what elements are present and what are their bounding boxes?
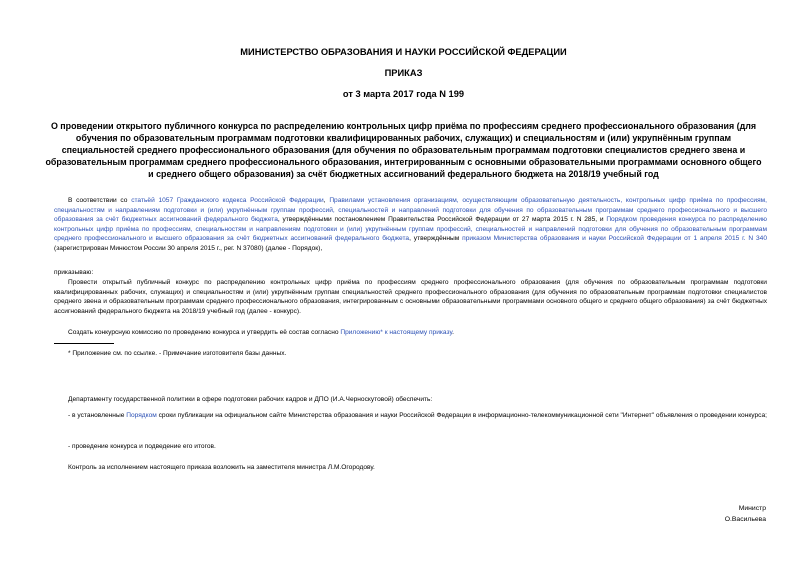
signature-position: Министр [738, 505, 766, 512]
order-title: О проведении открытого публичного конкурса по распределению контрольных цифр приёма по профессиям среднего профессионального образования (для обучения по образовательным программам подготовки квалифицированных рабочих, служащих) и специальностям и (или) укрупнённым группам специальностей среднего профессионального образования (для обучения по образовательным программам подготовки специалистов среднего звена и образовательным программам среднего профессионального образования, интегрированным с основными образовательными программами основного общего и среднего общего образования) за счёт бюджетных ассигнований федерального бюджета на 2018/19 учебный год [45, 121, 762, 179]
procedure-link[interactable]: Порядком проведения конкурса по распределению контрольных цифр приёма по профессиям, специальностям и направлениям подготовки и (или) укрупнённым группам профессий, специальностей и направлений подготовки для обучения по образовательным программам среднего профессионального и высшего образования за счёт бюджетных ассигнований федерального бюджета [54, 216, 767, 242]
signature-name: О.Васильева [724, 516, 766, 523]
footnote-divider [54, 343, 114, 344]
preamble-paragraph [54, 196, 767, 253]
preamble-text: , [323, 197, 330, 204]
date-number-heading: от 3 марта 2017 года N 199 [342, 89, 465, 99]
order-word: приказываю: [54, 269, 94, 276]
footnote: * Приложение см. по ссылке. - Примечание изготовителя базы данных. [68, 350, 287, 357]
preamble-text: , утверждёнными постановлением Правительства Российской Федерации от 27 марта 2015 г. N 285, и [277, 216, 607, 223]
doc-type-heading: ПРИКАЗ [384, 68, 423, 78]
civil-code-link[interactable]: статьёй 1057 Гражданского кодекса Российской Федерации [131, 197, 324, 204]
procedure-short-link[interactable]: Порядком [126, 412, 157, 419]
preamble-text: В соответствии со [68, 197, 132, 204]
item-3b-paragraph: - проведение конкурса и подведение его итогов. [68, 443, 216, 450]
preamble-text: , утверждённым [409, 235, 463, 242]
appendix-link[interactable]: Приложению* к настоящему приказу [340, 329, 453, 336]
item-1-paragraph: Провести открытый публичный конкурс по распределению контрольных цифр приёма по профессиям среднего профессионального образования (для обучения по образовательным программам подготовки квалифицированных рабочих, служащих) и специальностям и (или) укрупнённым группам специальностей среднего профессионального образования (для обучения по образовательным программам подготовки специалистов среднего звена и образовательным программам среднего профессионального образования, интегрированным с основными образовательными программами основного общего и среднего общего образования) за счёт бюджетных ассигнований федерального бюджета на 2018/19 учебный год (далее - конкурс). [54, 279, 767, 315]
item-3a-paragraph [54, 411, 767, 421]
item-4-paragraph: Контроль за исполнением настоящего приказа возложить на заместителя министра Л.М.Огородову. [68, 464, 375, 471]
item-3a-text: сроки публикации на официальном сайте Министерства образования и науки Российской Федерации в информационно-телекоммуникационной сети "Интернет" объявления о проведении конкурса; [156, 412, 767, 419]
item-2-text: Создать конкурсную комиссию по проведению конкурса и утвердить её состав согласно [68, 329, 341, 336]
rules-link[interactable]: Правилами установления организациям, осуществляющим образовательную деятельность, контрольных цифр приёма по профессиям, специальностям и направлениям подготовки и (или) укрупнённым группам профессий, специальностей и направлений подготовки для обучения по образовательным программам среднего профессионального и высшего образования за счёт бюджетных ассигнований федерального бюджета [54, 197, 767, 223]
item-2-paragraph [54, 328, 767, 338]
item-3a-text: - в установленные [68, 412, 127, 419]
ministry-heading: МИНИСТЕРСТВО ОБРАЗОВАНИЯ И НАУКИ РОССИЙСКОЙ ФЕДЕРАЦИИ [240, 47, 567, 57]
ministry-order-link[interactable]: приказом Министерства образования и науки Российской Федерации от 1 апреля 2015 г. N 340 [462, 235, 767, 242]
item-2-text: . [452, 329, 454, 336]
preamble-text: (зарегистрирован Минюстом России 30 апреля 2015 г., рег. N 37080) (далее - Порядок), [54, 244, 323, 252]
item-3-paragraph: Департаменту государственной политики в сфере подготовки рабочих кадров и ДПО (И.А.Черноскутовой) обеспечить: [68, 396, 433, 403]
